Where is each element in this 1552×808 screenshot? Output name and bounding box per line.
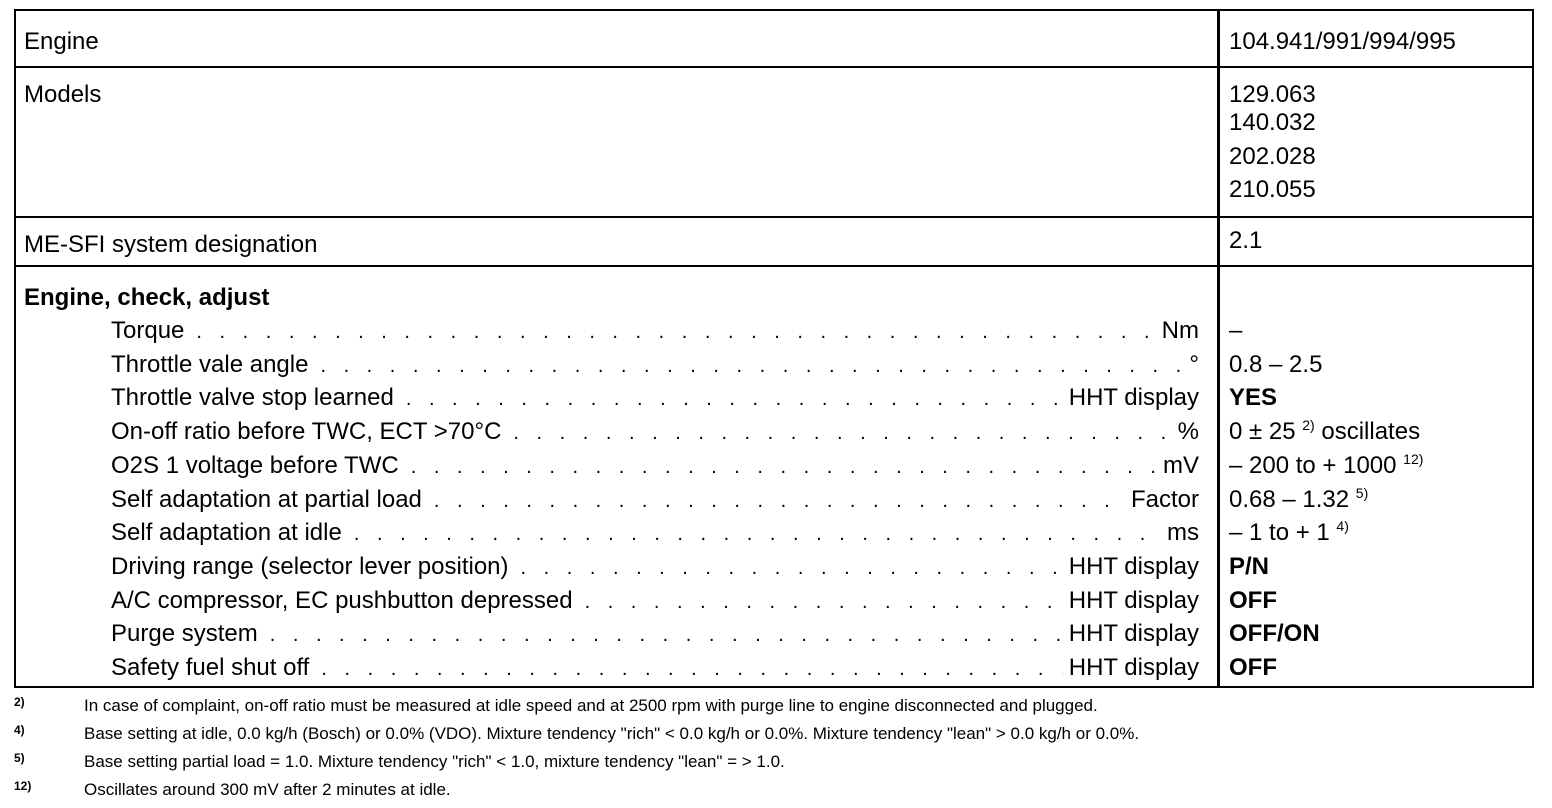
footnote <box>14 692 1544 720</box>
model-value: 202.028 <box>1229 143 1316 170</box>
param-unit: mV <box>1163 451 1199 479</box>
param-unit: HHT display <box>1068 654 1199 681</box>
footnote <box>14 776 1544 804</box>
param-value <box>1229 348 1322 381</box>
dot-leader <box>411 451 1157 484</box>
footnote <box>14 720 1544 748</box>
param-name: Driving range (selector lever position) <box>111 552 509 580</box>
model-value: 140.032 <box>1229 109 1316 136</box>
dot-leader <box>354 518 1161 551</box>
param-name: Torque <box>111 317 185 344</box>
footnote-ref: 5) <box>1355 484 1369 501</box>
dot-leader <box>585 586 1063 619</box>
param-row-label <box>111 516 1199 551</box>
param-unit: HHT display <box>1068 586 1199 614</box>
param-value-text: 0.8 – 2.5 <box>1229 350 1323 378</box>
footnote <box>14 748 1544 776</box>
system-value: 2.1 <box>1229 227 1263 254</box>
footnote-ref: 2) <box>1302 417 1315 434</box>
footnotes <box>14 692 1544 804</box>
param-row-label <box>111 584 1199 619</box>
footnote-number: 2) <box>14 695 25 709</box>
model-value: 210.055 <box>1229 176 1316 203</box>
param-name: Purge system <box>111 620 258 648</box>
param-name: Self adaptation at idle <box>111 519 342 547</box>
footnote-text: Base setting partial load = 1.0. Mixture tendency "rich" < 1.0, mixture tendency "lean" = > 1.0. <box>84 752 785 771</box>
dot-leader <box>321 653 1062 686</box>
param-value-text: OFF <box>1229 586 1277 614</box>
footnote-number: 4) <box>14 723 25 737</box>
param-value <box>1229 584 1277 617</box>
row-divider <box>16 66 1532 68</box>
param-value <box>1229 483 1368 516</box>
param-value-text: P/N <box>1229 552 1270 580</box>
dot-leader <box>406 383 1063 416</box>
param-unit: ° <box>1189 350 1199 378</box>
param-row-label <box>111 348 1199 383</box>
row-divider <box>16 265 1532 267</box>
param-value <box>1229 617 1320 650</box>
dot-leader <box>270 619 1063 652</box>
param-value <box>1229 651 1277 684</box>
engine-label: Engine <box>24 28 99 55</box>
footnote-text: Base setting at idle, 0.0 kg/h (Bosch) or 0.0% (VDO). Mixture tendency "rich" < 0.0 kg/h or 0.0%. Mixture tendency "lean" > 0.0 kg/h or 0.0%. <box>84 724 1140 743</box>
param-unit: % <box>1177 418 1199 446</box>
param-unit: HHT display <box>1068 384 1199 412</box>
footnote-ref: 4) <box>1336 518 1349 535</box>
param-value <box>1229 550 1269 583</box>
param-value <box>1229 381 1277 414</box>
param-value-text: 0 ± 25 <box>1229 418 1296 446</box>
param-name: Throttle valve stop learned <box>111 384 394 412</box>
param-name: Self adaptation at partial load <box>111 485 422 513</box>
param-row-label <box>111 550 1199 585</box>
column-divider <box>1217 11 1220 686</box>
param-unit: Nm <box>1161 317 1199 344</box>
model-value: 129.063 <box>1229 81 1316 108</box>
param-row-label <box>111 314 1199 349</box>
param-value <box>1229 516 1349 549</box>
param-name: O2S 1 voltage before TWC <box>111 451 399 479</box>
param-value-text: YES <box>1229 384 1278 412</box>
param-row-label <box>111 617 1199 652</box>
dot-leader <box>196 316 1155 349</box>
param-value <box>1229 415 1420 448</box>
dot-leader <box>434 485 1125 518</box>
param-row-label <box>111 415 1199 450</box>
param-row-label <box>111 651 1199 686</box>
dot-leader <box>320 350 1183 383</box>
param-row-label <box>111 449 1199 484</box>
param-name: A/C compressor, EC pushbutton depressed <box>111 586 573 614</box>
system-label: ME-SFI system designation <box>24 231 318 258</box>
param-row-label <box>111 381 1199 416</box>
spec-table <box>14 9 1534 688</box>
models-label: Models <box>24 81 102 108</box>
param-name: On-off ratio before TWC, ECT >70°C <box>111 418 502 446</box>
param-name: Safety fuel shut off <box>111 654 310 681</box>
dot-leader <box>521 552 1063 585</box>
param-value <box>1229 449 1423 482</box>
param-value-text: OFF <box>1229 654 1277 681</box>
param-name: Throttle vale angle <box>111 350 309 378</box>
footnote-ref: 12) <box>1403 450 1424 467</box>
param-value-suffix: oscillates <box>1314 418 1421 446</box>
param-unit: ms <box>1167 519 1199 547</box>
footnote-text: Oscillates around 300 mV after 2 minutes at idle. <box>84 780 451 799</box>
param-value-text: 0.68 – 1.32 <box>1229 485 1350 513</box>
footnote-number: 5) <box>14 751 25 765</box>
footnote-number: 12) <box>14 779 32 793</box>
param-unit: HHT display <box>1068 552 1199 580</box>
param-value-text: – 1 to + 1 <box>1229 519 1330 547</box>
engine-value: 104.941/991/994/995 <box>1229 28 1456 55</box>
row-divider <box>16 216 1532 218</box>
param-unit: HHT display <box>1068 620 1199 648</box>
section-title: Engine, check, adjust <box>24 284 270 311</box>
dot-leader <box>513 417 1171 450</box>
param-value-text: – <box>1229 317 1243 344</box>
param-row-label <box>111 483 1199 518</box>
param-value-text: OFF/ON <box>1229 620 1320 648</box>
footnote-text: In case of complaint, on-off ratio must be measured at idle speed and at 2500 rpm with purge line to engine disconnected and plugged. <box>84 696 1098 715</box>
param-unit: Factor <box>1130 485 1199 513</box>
param-value-text: – 200 to + 1000 <box>1229 451 1397 479</box>
param-value <box>1229 314 1242 347</box>
